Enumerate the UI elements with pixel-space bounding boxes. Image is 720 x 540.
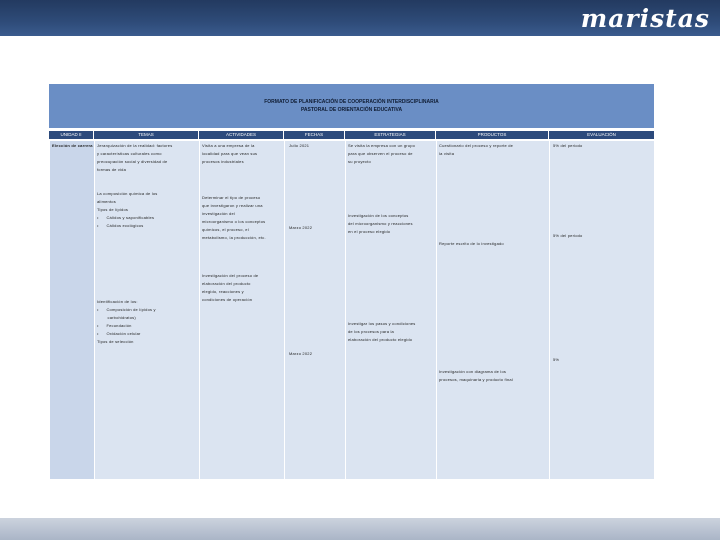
cell-fecha-3: Marzo 2022 (289, 351, 313, 356)
cell-temas-2: La composición química de los alimentos Tipos de lípidos • Cálidos y saponificables • Cálidos ecológicos (97, 191, 158, 228)
cell-prod-1: Cuestionario del proceso y reporte de la visita (439, 143, 514, 156)
col-evaluacion (549, 141, 654, 479)
col-header-temas: TEMAS (94, 131, 198, 139)
col-header-evaluacion: EVALUACIÓN (549, 131, 654, 139)
cell-act-3: Investigación del proceso de elaboración del producto elegido, reacciones y condiciones de operación (202, 273, 259, 302)
col-header-productos: PRODUCTOS (436, 131, 548, 139)
cell-act-2: Determinar el tipo de proceso que investigaron y realizar una investigación del microorganismo o los conceptos químicos, el proceso, el metabolismo, la producción, etc. (202, 195, 266, 240)
table-body (49, 141, 654, 479)
maristas-logo: maristas (580, 4, 710, 33)
col-header-unidad: UNIDAD II (49, 131, 93, 139)
document-header (49, 84, 654, 128)
cell-eval-2: 5% del periodo (553, 233, 583, 238)
col-header-fechas: FECHAS (284, 131, 344, 139)
col-header-actividades: ACTIVIDADES (199, 131, 283, 139)
cell-eval-3: 5% (553, 357, 560, 362)
bottom-banner (0, 518, 720, 540)
cell-prod-3: Investigación con diagrama de los procesos, maquinaria y producto final (439, 369, 513, 382)
cell-unidad: Elección de carrera (52, 143, 93, 148)
col-header-estrategias: ESTRATEGIAS (345, 131, 435, 139)
col-productos (436, 141, 549, 479)
top-banner (0, 0, 720, 36)
col-temas (94, 141, 199, 479)
column-headers (49, 131, 654, 139)
cell-temas-1: Jerarquización de la realidad: factores y características culturales como preocupación social y diversidad de formas de vida (97, 143, 173, 172)
planning-document (49, 84, 654, 479)
cell-act-1: Visita a una empresa de la localidad para que vean sus procesos industriales (202, 143, 258, 164)
document-subtitle: PASTORAL DE ORIENTACIÓN EDUCATIVA (300, 107, 403, 113)
cell-estr-2: Investigación de los conceptos del microorganismo y reacciones en el proceso elegido (348, 213, 413, 234)
col-fechas (284, 141, 345, 479)
cell-fecha-2: Marzo 2022 (289, 225, 313, 230)
cell-estr-1: Se visita la empresa con un grupo para que observen el proceso de su proyecto (348, 143, 416, 164)
cell-temas-3: Identificación de los: • Composición de lípidos y carbohidratos) • Fecundación • Oxidación celular Tipos de selección (97, 299, 156, 344)
cell-prod-2: Reporte escrito de lo investigado (439, 241, 504, 246)
cell-eval-1: 5% del periodo (553, 143, 583, 148)
col-estrategias (345, 141, 436, 479)
cell-estr-3: Investigar los pasos y condiciones de los procesos para la elaboración del producto elegido (348, 321, 416, 342)
cell-fecha-1: Julio 2021 (289, 143, 310, 148)
document-title: FORMATO DE PLANIFICACIÓN DE COOPERACIÓN INTERDISCIPLINARIA (264, 99, 439, 105)
col-unidad (49, 141, 94, 479)
col-actividades (199, 141, 284, 479)
